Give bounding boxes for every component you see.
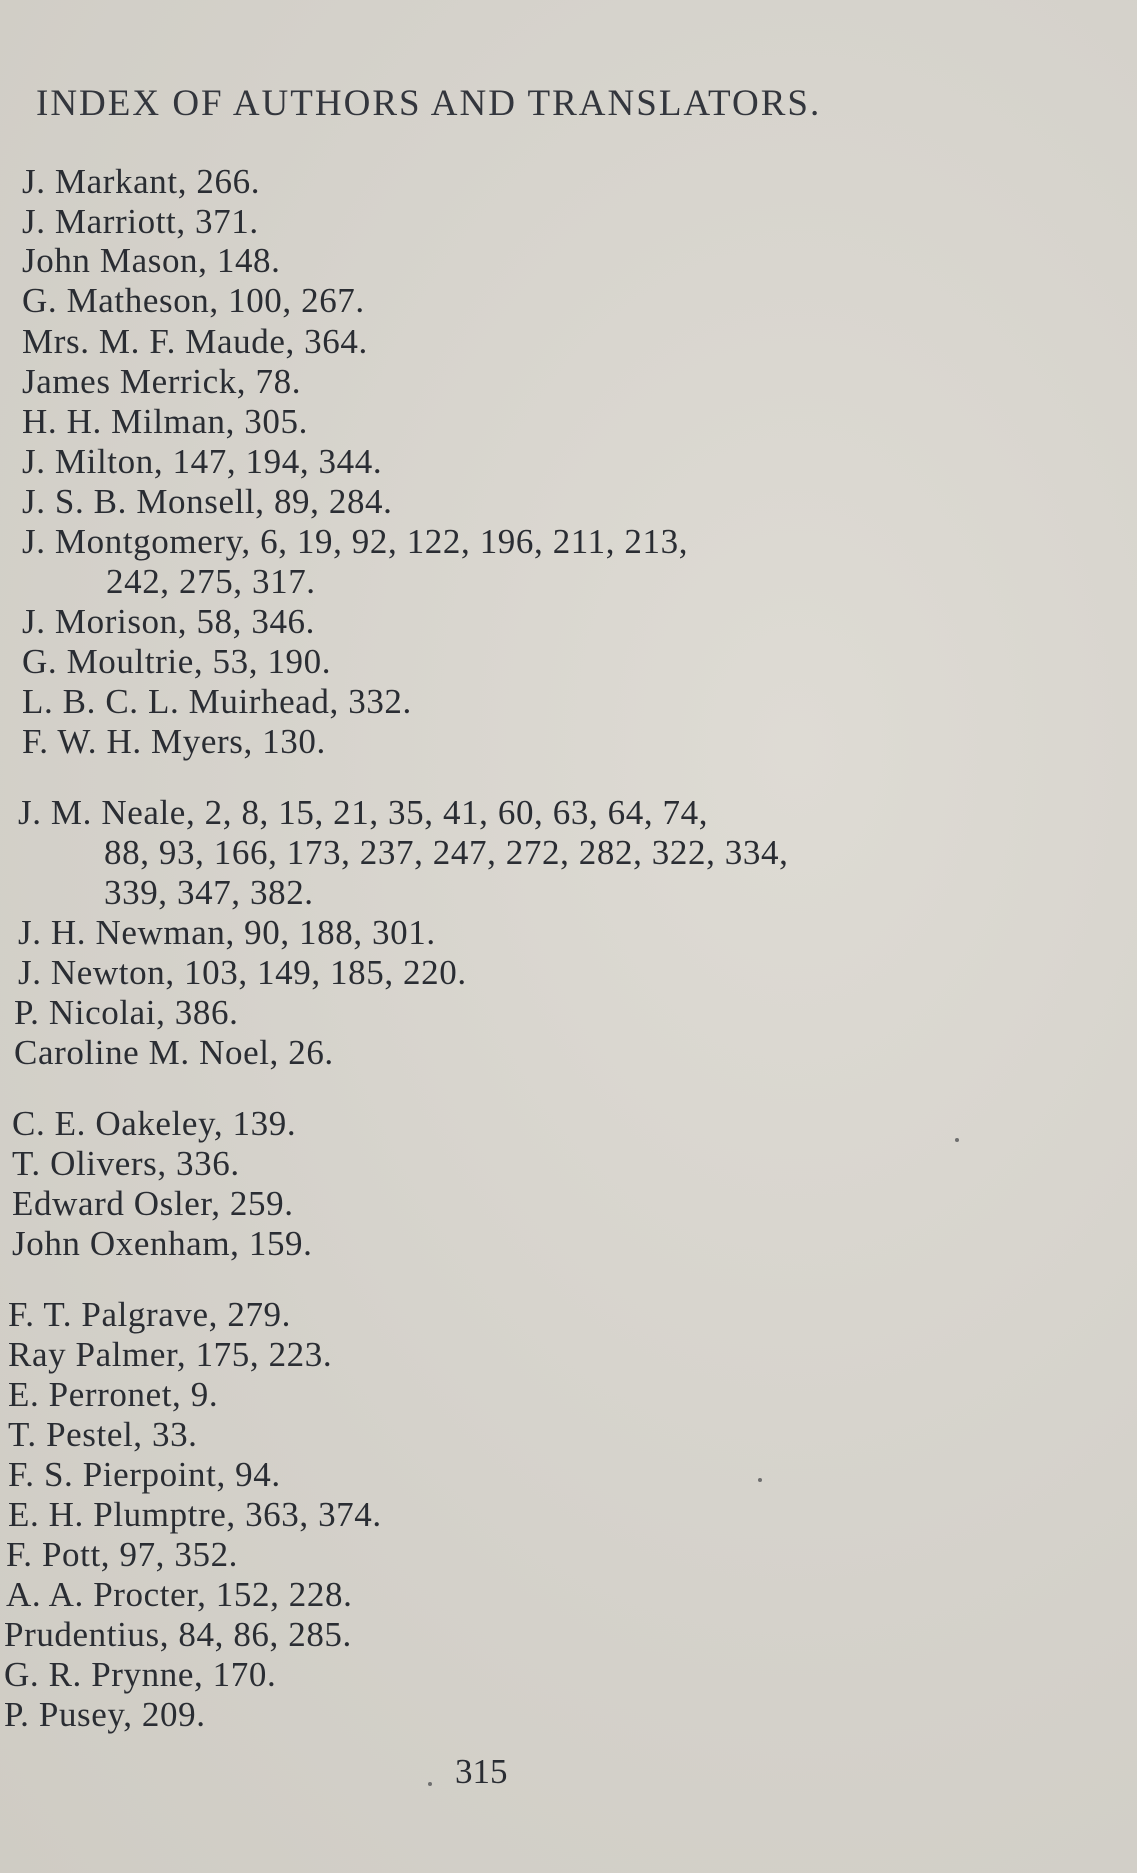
index-entry: Mrs. M. F. Maude, 364. [22, 322, 368, 361]
index-entry: E. Perronet, 9. [8, 1375, 219, 1414]
index-entry: G. R. Prynne, 170. [4, 1655, 277, 1694]
index-entry: F. S. Pierpoint, 94. [8, 1455, 281, 1494]
index-entry: H. H. Milman, 305. [22, 402, 308, 441]
index-entry: F. Pott, 97, 352. [6, 1535, 239, 1574]
index-entry: P. Pusey, 209. [4, 1695, 206, 1734]
index-entry: James Merrick, 78. [22, 362, 302, 401]
index-entry: E. H. Plumptre, 363, 374. [8, 1495, 382, 1534]
paper-speck [955, 1138, 959, 1142]
index-entry: L. B. C. L. Muirhead, 332. [22, 682, 412, 721]
index-entry: G. Moultrie, 53, 190. [22, 642, 332, 681]
index-entry: J. Milton, 147, 194, 344. [22, 442, 383, 481]
index-entry: C. E. Oakeley, 139. [12, 1104, 297, 1143]
index-entry: J. Marriott, 371. [22, 202, 259, 241]
page-title: INDEX OF AUTHORS AND TRANSLATORS. [36, 83, 822, 124]
index-entry-continuation: 88, 93, 166, 173, 237, 247, 272, 282, 322, 334, [104, 833, 789, 872]
index-entry: J. Montgomery, 6, 19, 92, 122, 196, 211, 213, [22, 522, 689, 561]
index-entry-continuation: 339, 347, 382. [104, 873, 314, 912]
index-entry: P. Nicolai, 386. [14, 993, 239, 1032]
index-entry: A. A. Procter, 152, 228. [6, 1575, 353, 1614]
index-entry: J. Newton, 103, 149, 185, 220. [18, 953, 467, 992]
index-entry: Ray Palmer, 175, 223. [8, 1335, 333, 1374]
index-entry: J. Morison, 58, 346. [22, 602, 315, 641]
index-entry: J. H. Newman, 90, 188, 301. [18, 913, 436, 952]
index-entry: Edward Osler, 259. [12, 1184, 294, 1223]
index-entry-continuation: 242, 275, 317. [106, 562, 316, 601]
index-entry: T. Olivers, 336. [12, 1144, 240, 1183]
index-entry: J. Markant, 266. [22, 162, 261, 201]
index-entry: T. Pestel, 33. [8, 1415, 198, 1454]
index-entry: F. T. Palgrave, 279. [8, 1295, 292, 1334]
index-entry: F. W. H. Myers, 130. [22, 722, 326, 761]
paper-speck [428, 1782, 432, 1786]
index-entry: John Mason, 148. [22, 241, 281, 280]
index-entry: G. Matheson, 100, 267. [22, 281, 365, 320]
index-entry: John Oxenham, 159. [12, 1224, 313, 1263]
index-entry: J. M. Neale, 2, 8, 15, 21, 35, 41, 60, 63, 64, 74, [18, 793, 709, 832]
index-entry: Caroline M. Noel, 26. [14, 1033, 334, 1072]
index-entry: Prudentius, 84, 86, 285. [4, 1615, 352, 1654]
page-number: 315 [455, 1752, 508, 1791]
paper-speck [758, 1478, 762, 1482]
index-entry: J. S. B. Monsell, 89, 284. [22, 482, 393, 521]
